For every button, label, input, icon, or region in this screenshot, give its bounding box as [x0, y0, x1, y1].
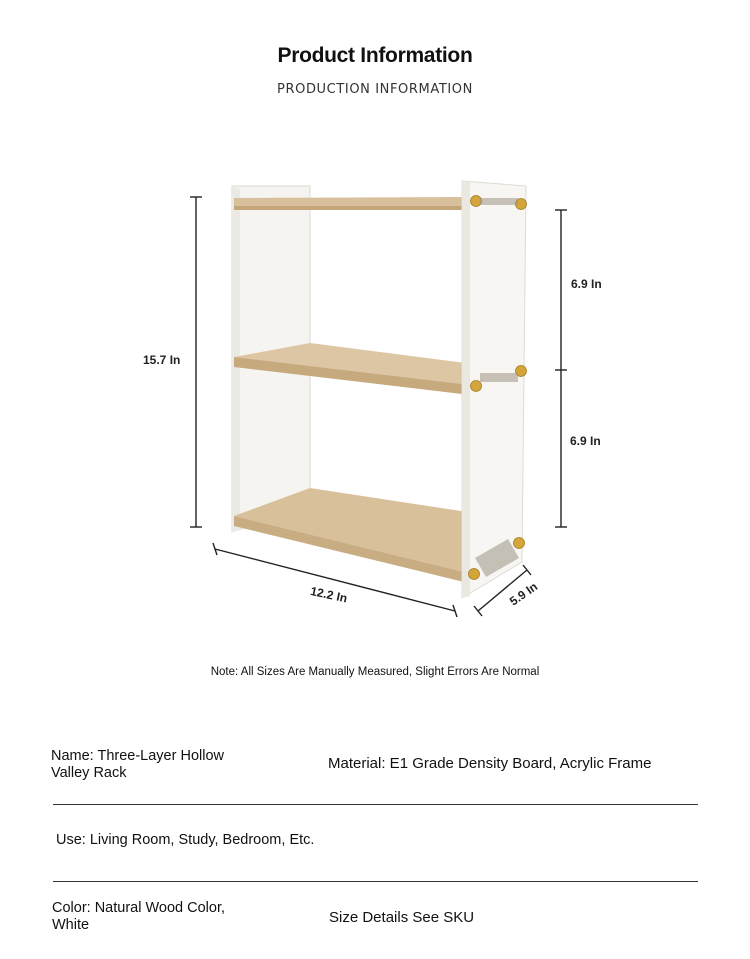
spec-use: Use: Living Room, Study, Bedroom, Etc. — [56, 832, 315, 848]
height-label: 15.7 In — [143, 353, 181, 367]
spec-color: Color: Natural Wood Color, White — [52, 900, 226, 933]
lower-gap-label: 6.9 In — [570, 434, 601, 448]
measurement-note: Note: All Sizes Are Manually Measured, Slight Errors Are Normal — [210, 666, 540, 678]
upper-gap-label: 6.9 In — [571, 277, 602, 291]
spec-material: Material: E1 Grade Density Board, Acrylic Frame — [328, 755, 652, 772]
width-label: 12.2 In — [309, 584, 349, 606]
spec-name: Name: Three-Layer Hollow Valley Rack — [51, 748, 224, 781]
page-title: Product Information — [277, 44, 473, 67]
divider — [53, 881, 698, 882]
page-subtitle: PRODUCTION INFORMATION — [277, 81, 473, 98]
divider — [53, 804, 698, 805]
spec-size: Size Details See SKU — [329, 909, 475, 926]
depth-label: 5.9 In — [507, 579, 541, 609]
